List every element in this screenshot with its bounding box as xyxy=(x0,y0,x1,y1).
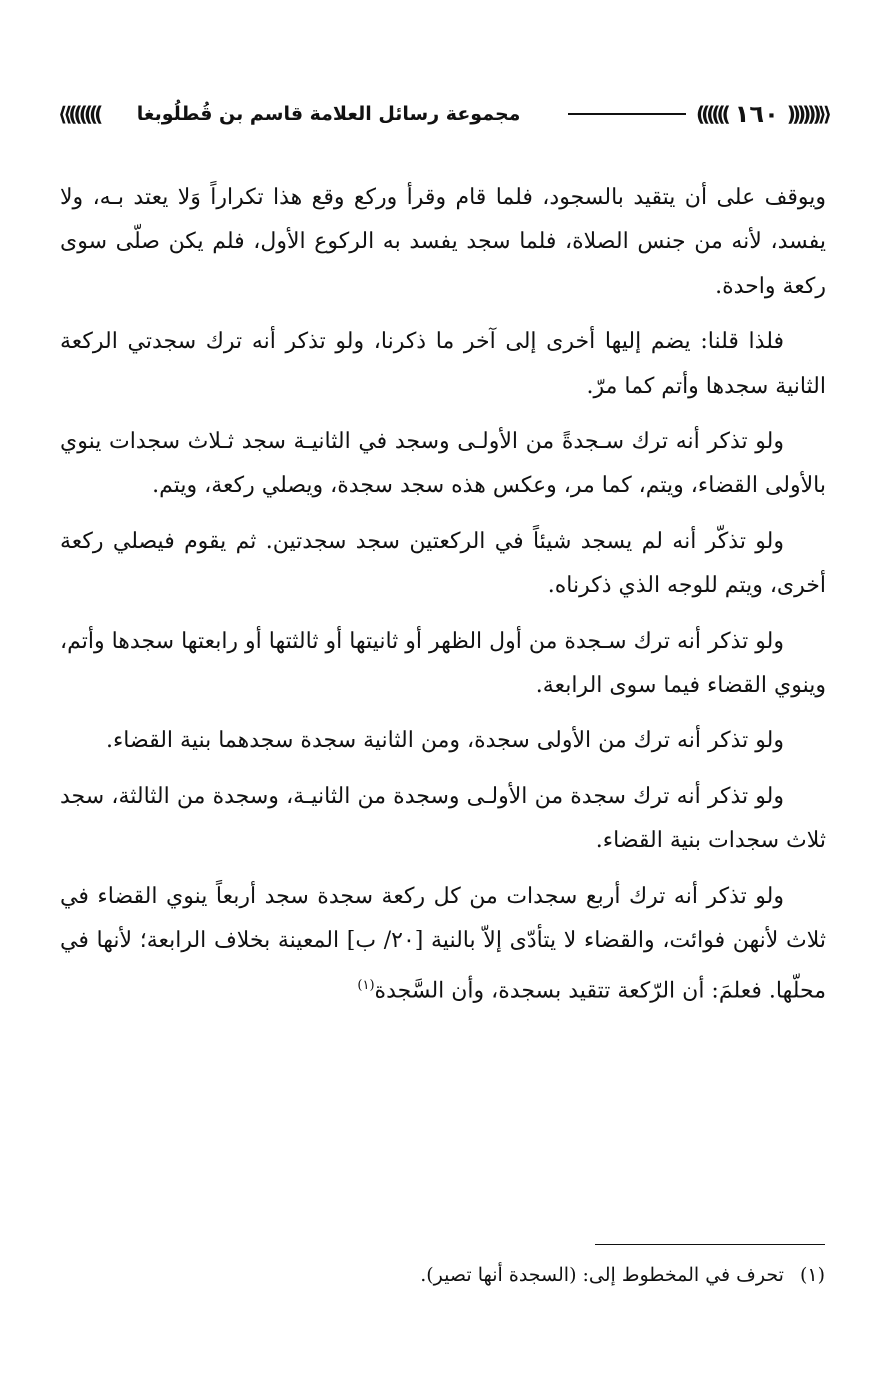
paragraph-5: ولو تذكر أنه ترك سـجدة من أول الظهر أو ثانيتها أو ثالثتها أو رابعتها سجدها وأتم، وينوي القضاء فيما سوى الرابعة. xyxy=(60,628,826,699)
footnotes xyxy=(59,1258,825,1292)
paragraph-4: ولو تذكّر أنه لم يسجد شيئاً في الركعتين سجد سجدتين. ثم يقوم فيصلي ركعة أخرى، ويتم للوجه الذي ذكرناه. xyxy=(60,528,826,599)
header-ornament-middle: )))))) xyxy=(695,102,727,126)
header-rule xyxy=(568,113,686,115)
paragraph-8-text: ولو تذكر أنه ترك أربع سجدات من كل ركعة سجدة سجد أربعاً ينوي القضاء في ثلاث لأنهن فوائت، والقضاء لا يتأدّى إلاّ بالنية [٢٠/ ب] المعينة بخلاف الرابعة؛ لأنها في محلّها. فعلمَ: أن الرّكعة تتقيد بسجدة، وأن السَّجدة xyxy=(60,883,826,1003)
body-text xyxy=(60,176,826,1024)
header-ornament-right: ⟪(((((( xyxy=(786,102,828,126)
paragraph-3: ولو تذكر أنه ترك سـجدةً من الأولـى وسجد في الثانيـة سجد ثـلاث سجدات ينوي بالأولى القضاء، ويتم، كما مر، وعكس هذه سجد سجدة، ويصلي ركعة، ويتم. xyxy=(60,429,826,499)
footnote-text: تحرف في المخطوط إلى: (السجدة أنها تصير). xyxy=(420,1264,784,1286)
paragraph-1: ويوقف على أن يتقيد بالسجود، فلما قام وقرأ وركع وقع هذا تكراراً وَلا يعتد بـه، ولا يفسد، لأنه من جنس الصلاة، فلما سجد يفسد به الركوع الأول، فلم يكن صلّى سوى ركعة واحدة. xyxy=(60,185,826,299)
paragraph-2: فلذا قلنا: يضم إليها أخرى إلى آخر ما ذكرنا، ولو تذكر أنه ترك سجدتي الركعة الثانية سجدها وأتم كما مرّ. xyxy=(60,329,826,399)
paragraph-7: ولو تذكر أنه ترك سجدة من الأولـى وسجدة من الثانيـة، وسجدة من الثالثة، سجد ثلاث سجدات بنية القضاء. xyxy=(60,783,826,854)
footnote-number: (١) xyxy=(799,1264,825,1286)
paragraph-6: ولو تذكر أنه ترك من الأولى سجدة، ومن الثانية سجدة سجدهما بنية القضاء. xyxy=(105,728,784,754)
book-title: مجموعة رسائل العلامة قاسم بن قُطلُوبغا xyxy=(136,103,521,125)
footnote-reference: (١) xyxy=(357,977,375,993)
page-number: ١٦٠ xyxy=(734,100,779,128)
header-ornament-left: ))))))⟫ xyxy=(58,102,100,126)
footnote-separator xyxy=(595,1244,825,1245)
running-header xyxy=(58,92,828,136)
footnote-1 xyxy=(59,1258,825,1292)
paragraph-8 xyxy=(60,875,826,1014)
